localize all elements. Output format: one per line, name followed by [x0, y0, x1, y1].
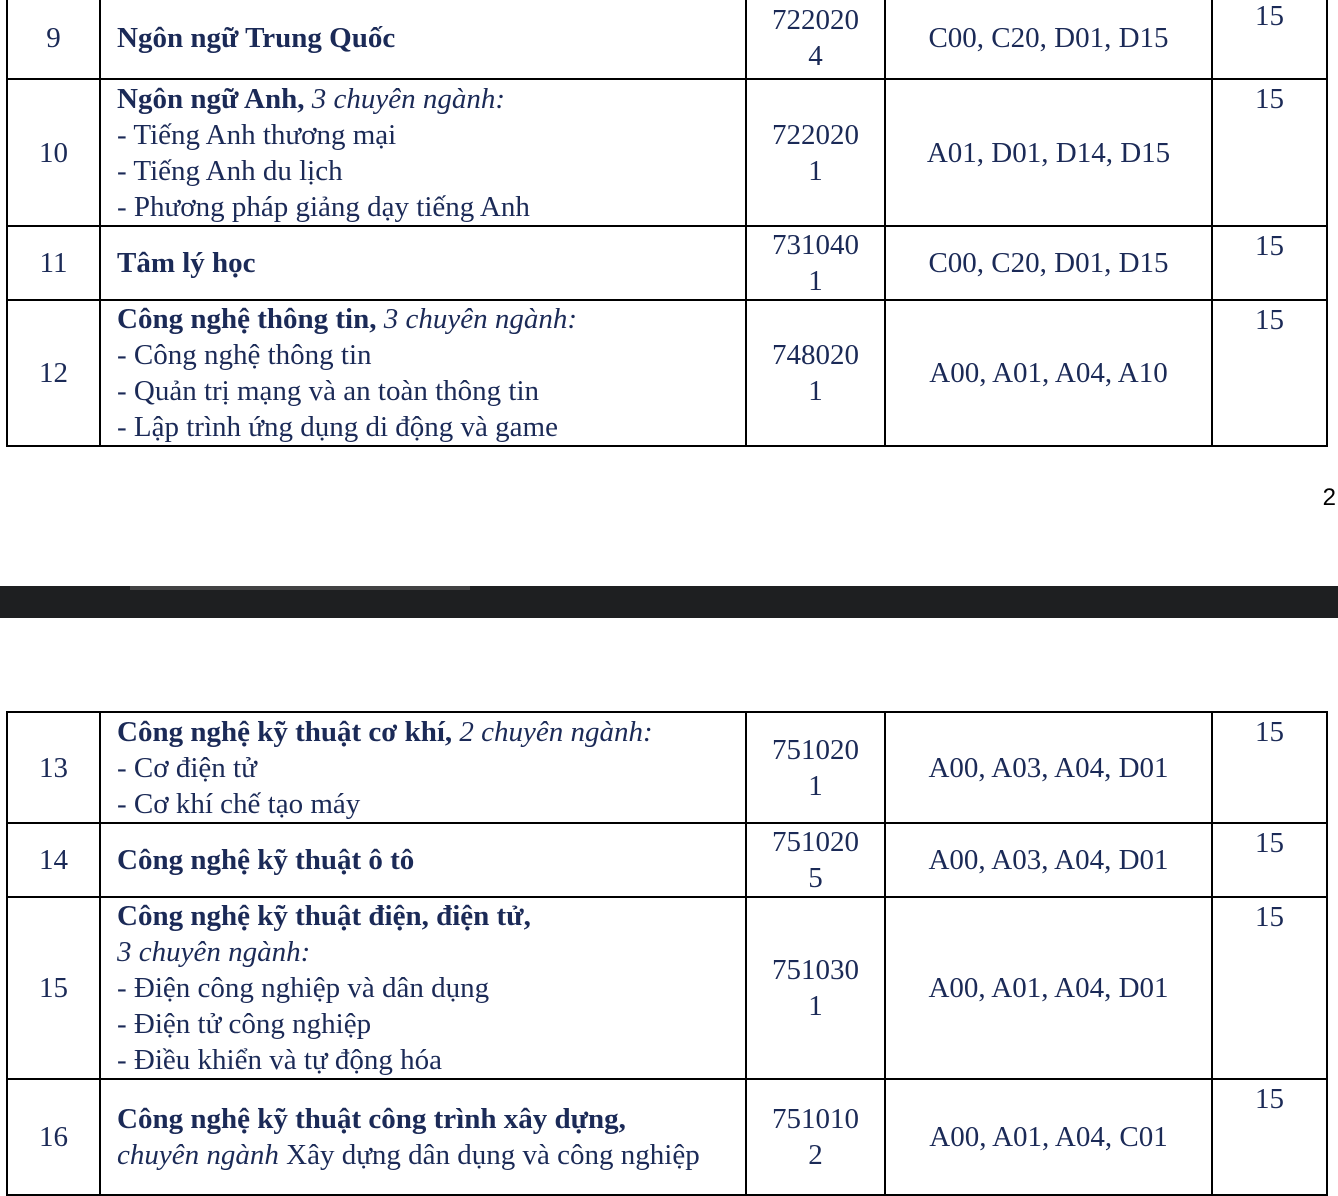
subject-combos: A00, A03, A04, D01: [885, 823, 1212, 897]
specialization-item: - Công nghệ thông tin: [117, 339, 372, 371]
major-code: 7510205: [772, 826, 859, 894]
major-code: 7310401: [772, 229, 859, 297]
specialization-item: - Tiếng Anh thương mại: [117, 118, 397, 151]
major-cell: [100, 712, 746, 823]
major-code: 7510201: [772, 733, 859, 802]
specialization-item: - Quản trị mạng và an toàn thông tin: [117, 375, 540, 407]
row-number: 15: [7, 897, 100, 1079]
quota: 15: [1212, 897, 1327, 1079]
specialization-intro: chuyên ngành: [117, 1139, 279, 1171]
specialization-text: Xây dựng dân dụng và công nghiệp: [286, 1139, 700, 1171]
specialization-item: - Phương pháp giảng dạy tiếng Anh: [117, 190, 530, 223]
subject-combos: A00, A01, A04, A10: [885, 300, 1212, 446]
major-code-cell: [746, 823, 885, 897]
major-code: 7510301: [772, 954, 859, 1022]
row-number: 9: [7, 0, 100, 79]
major-code-cell: [746, 79, 885, 226]
major-cell: [100, 1079, 746, 1195]
major-cell: [100, 897, 746, 1079]
major-name: Công nghệ kỹ thuật công trình xây dựng,: [117, 1103, 626, 1135]
specialization-item: - Cơ điện tử: [117, 751, 257, 784]
quota: 15: [1212, 712, 1327, 823]
specialization-item: - Điện công nghiệp và dân dụng: [117, 972, 490, 1004]
table-row: [7, 897, 1327, 1079]
major-code-cell: [746, 0, 885, 79]
major-code-cell: [746, 712, 885, 823]
specialization-item: - Điều khiển và tự động hóa: [117, 1044, 442, 1076]
major-cell: [100, 226, 746, 300]
quota: 15: [1212, 823, 1327, 897]
specialization-intro: 3 chuyên ngành:: [311, 82, 505, 115]
table-row: [7, 300, 1327, 446]
subject-combos: C00, C20, D01, D15: [885, 226, 1212, 300]
specialization-item: - Tiếng Anh du lịch: [117, 154, 343, 187]
specialization-intro: 2 chuyên ngành:: [459, 715, 653, 748]
major-name: Công nghệ kỹ thuật cơ khí,: [117, 715, 453, 748]
major-name: Ngôn ngữ Anh,: [117, 82, 305, 115]
page-break-bar: [0, 586, 1338, 618]
row-number: 11: [7, 226, 100, 300]
specialization-item: - Cơ khí chế tạo máy: [117, 787, 361, 820]
table-row: [7, 79, 1327, 226]
quota: 15: [1212, 79, 1327, 226]
row-number: 14: [7, 823, 100, 897]
major-name: Ngôn ngữ Trung Quốc: [117, 21, 396, 54]
major-code: 7220204: [772, 3, 859, 72]
major-code-cell: [746, 1079, 885, 1195]
subject-combos: A00, A03, A04, D01: [885, 712, 1212, 823]
major-code: 7220201: [772, 118, 859, 187]
table-row: [7, 823, 1327, 897]
page-number: 2: [1322, 484, 1336, 511]
row-number: 10: [7, 79, 100, 226]
page-break-artifact: [130, 586, 470, 590]
quota: 15: [1212, 1079, 1327, 1195]
row-number: 16: [7, 1079, 100, 1195]
table-row: [7, 1079, 1327, 1195]
subject-combos: A00, A01, A04, C01: [885, 1079, 1212, 1195]
major-cell: [100, 300, 746, 446]
major-code: 7480201: [772, 339, 859, 407]
table-row: [7, 712, 1327, 823]
specialization-item: - Lập trình ứng dụng di động và game: [117, 411, 558, 443]
major-code-cell: [746, 226, 885, 300]
major-code-cell: [746, 897, 885, 1079]
quota: 15: [1212, 300, 1327, 446]
admission-table-bottom: [6, 711, 1328, 1196]
major-name: Tâm lý học: [117, 247, 256, 279]
subject-combos: A00, A01, A04, D01: [885, 897, 1212, 1079]
major-code-cell: [746, 300, 885, 446]
quota: 15: [1212, 226, 1327, 300]
major-cell: [100, 79, 746, 226]
quota: 15: [1212, 0, 1327, 79]
row-number: 12: [7, 300, 100, 446]
row-number: 13: [7, 712, 100, 823]
major-cell: [100, 823, 746, 897]
major-code: 7510102: [772, 1103, 859, 1171]
table-row: [7, 226, 1327, 300]
major-name: Công nghệ kỹ thuật ô tô: [117, 844, 415, 876]
subject-combos: A01, D01, D14, D15: [885, 79, 1212, 226]
major-name: Công nghệ kỹ thuật điện, điện tử,: [117, 900, 531, 932]
subject-combos: C00, C20, D01, D15: [885, 0, 1212, 79]
major-cell: [100, 0, 746, 79]
specialization-item: - Điện tử công nghiệp: [117, 1008, 372, 1040]
specialization-intro: 3 chuyên ngành:: [117, 936, 311, 968]
specialization-intro: 3 chuyên ngành:: [383, 303, 577, 335]
table-row: [7, 0, 1327, 79]
major-name: Công nghệ thông tin,: [117, 303, 377, 335]
admission-table-top: [6, 0, 1328, 447]
